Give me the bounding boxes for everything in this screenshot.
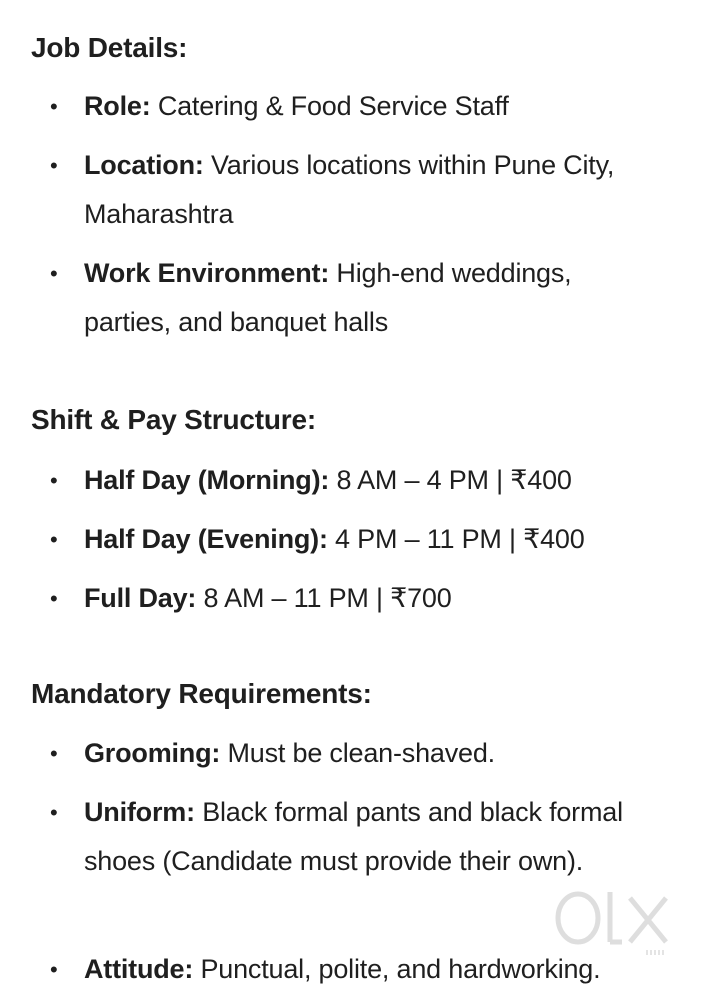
item-label: Grooming:	[84, 738, 221, 768]
item-label: Work Environment:	[84, 258, 330, 288]
item-label: Attitude:	[84, 954, 194, 984]
list-item-text	[84, 456, 690, 505]
item-value: 8 AM – 4 PM | ₹400	[329, 465, 572, 495]
list-item-work-environment	[50, 249, 650, 347]
bullet-icon: •	[50, 261, 58, 286]
list-item-text	[84, 515, 690, 564]
list-item-role	[50, 82, 690, 131]
list-item-text	[84, 141, 650, 239]
list-item-full-day	[50, 574, 690, 623]
item-label: Full Day:	[84, 583, 197, 613]
section-heading-job-details: Job Details:	[31, 32, 188, 63]
list-item-text	[84, 788, 700, 886]
bullet-icon: •	[50, 957, 58, 982]
list-item-text	[84, 729, 690, 778]
bullet-icon: •	[50, 741, 58, 766]
item-label: Half Day (Evening):	[84, 524, 328, 554]
item-value: Catering & Food Service Staff	[150, 91, 509, 121]
section-heading-mandatory-requirements: Mandatory Requirements:	[31, 678, 372, 709]
item-value: Must be clean-shaved.	[220, 738, 495, 768]
list-item-half-day-morning	[50, 456, 690, 505]
bullet-icon: •	[50, 468, 58, 493]
item-value: Punctual, polite, and hardworking.	[193, 954, 601, 984]
item-label: Role:	[84, 91, 151, 121]
list-item-grooming	[50, 729, 690, 778]
section-heading-shift-pay: Shift & Pay Structure:	[31, 404, 316, 435]
item-label: Uniform:	[84, 797, 195, 827]
olx-watermark-logo	[548, 880, 688, 960]
list-item-text	[84, 82, 690, 131]
list-item-text	[84, 249, 650, 347]
item-value: 8 AM – 11 PM | ₹700	[196, 583, 452, 613]
item-value: Various locations within Pune City, Maharashtra	[84, 150, 615, 229]
list-item-uniform	[50, 788, 700, 886]
bullet-icon: •	[50, 800, 58, 825]
bullet-icon: •	[50, 527, 58, 552]
bullet-icon: •	[50, 94, 58, 119]
item-value: 4 PM – 11 PM | ₹400	[327, 524, 585, 554]
list-item-location	[50, 141, 650, 239]
item-label: Location:	[84, 150, 204, 180]
item-label: Half Day (Morning):	[84, 465, 330, 495]
list-item-half-day-evening	[50, 515, 690, 564]
bullet-icon: •	[50, 153, 58, 178]
item-value: High-end weddings, parties, and banquet halls	[84, 258, 572, 337]
list-item-text	[84, 574, 690, 623]
item-value: Black formal pants and black formal shoes (Candidate must provide their own).	[84, 797, 623, 876]
bullet-icon: •	[50, 586, 58, 611]
